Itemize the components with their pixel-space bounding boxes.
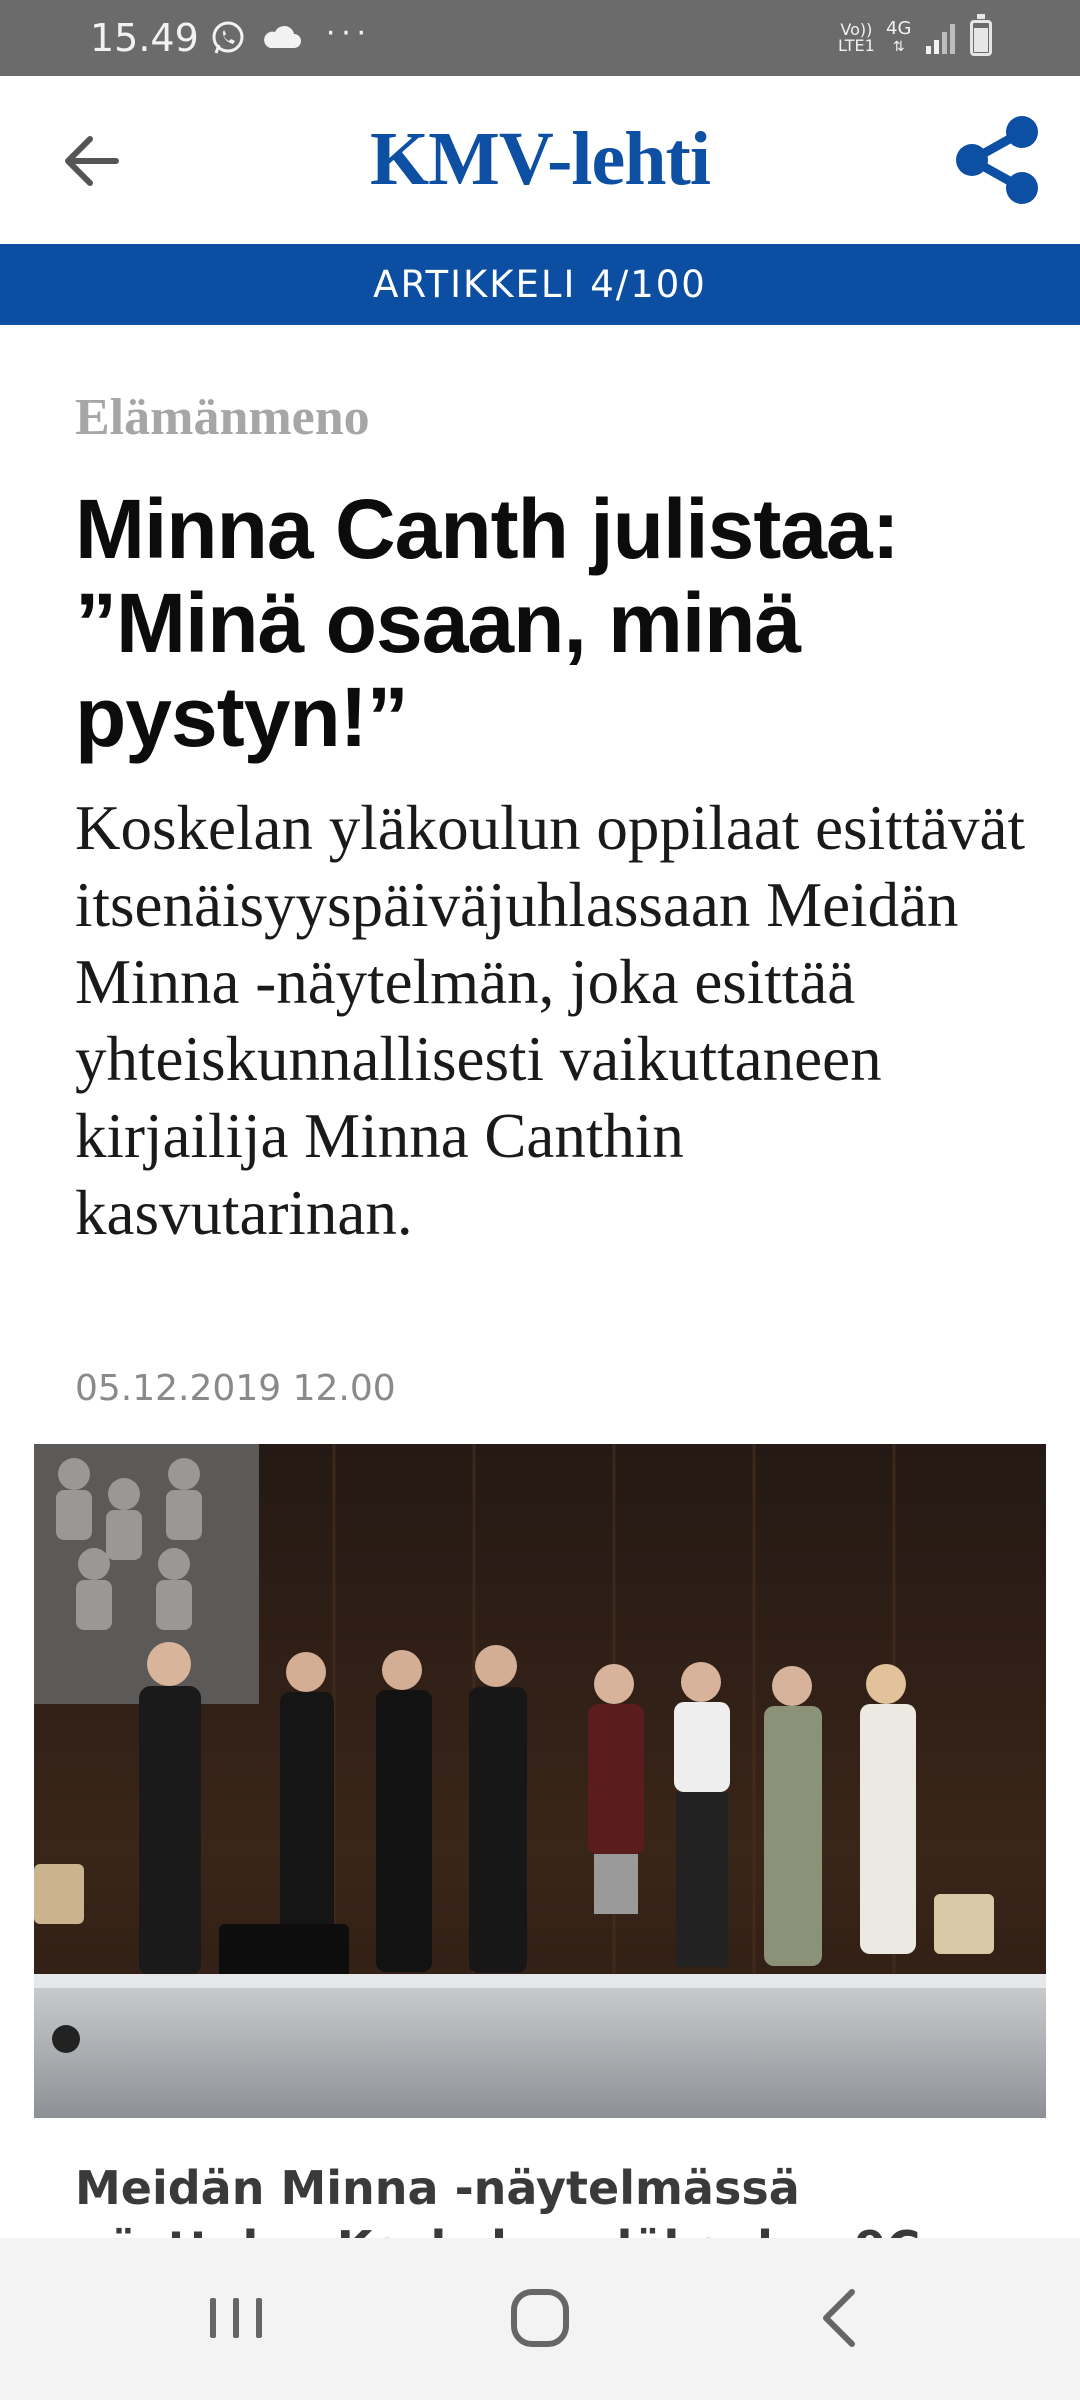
- status-bar: [0, 0, 1080, 76]
- share-icon[interactable]: [950, 112, 1046, 208]
- battery-level: [974, 28, 988, 52]
- data-arrows-icon: ⇅: [892, 39, 905, 55]
- home-icon[interactable]: [500, 2278, 580, 2358]
- recent-apps-icon[interactable]: [196, 2278, 276, 2358]
- volte-bottom: LTE1: [838, 36, 875, 55]
- network-label: 4G: [886, 18, 912, 39]
- volte-indicator: [838, 22, 875, 54]
- stage-photo-image: [34, 1444, 1046, 2118]
- status-more-dots: ···: [325, 12, 371, 50]
- status-time: 15.49: [90, 16, 199, 60]
- cloud-icon: [262, 20, 302, 56]
- photo-caption: Meidän Minna -näytelmässä: [75, 2161, 800, 2215]
- article-headline: Minna Canth julistaa: ”Minä osaan, minä pystyn!”: [75, 482, 899, 764]
- back-icon[interactable]: [800, 2278, 880, 2358]
- system-nav-bar: [0, 2238, 1080, 2400]
- whatsapp-icon: [210, 20, 246, 56]
- volte-top: Vo)): [840, 20, 873, 39]
- signal-icon: [924, 22, 960, 56]
- article-date: 05.12.2019 12.00: [75, 1368, 396, 1409]
- article-photo[interactable]: [34, 1444, 1046, 2118]
- battery-icon: [970, 20, 992, 56]
- article-counter-banner: ARTIKKELI 4/100: [0, 244, 1080, 325]
- network-type: [886, 20, 911, 56]
- article-section[interactable]: Elämänmeno: [75, 389, 370, 446]
- app-bar: [0, 76, 1080, 244]
- article-lead: Koskelan yläkoulun oppilaat esittävät itsenäisyyspäiväjuhlassaan Meidän Minna -näytelmän, joka esittää yhteiskunnallisesti vaikuttaneen kirjailija Minna Canthin kasvutarinan.: [75, 793, 1026, 1248]
- app-logo: KMV-lehti: [370, 117, 710, 201]
